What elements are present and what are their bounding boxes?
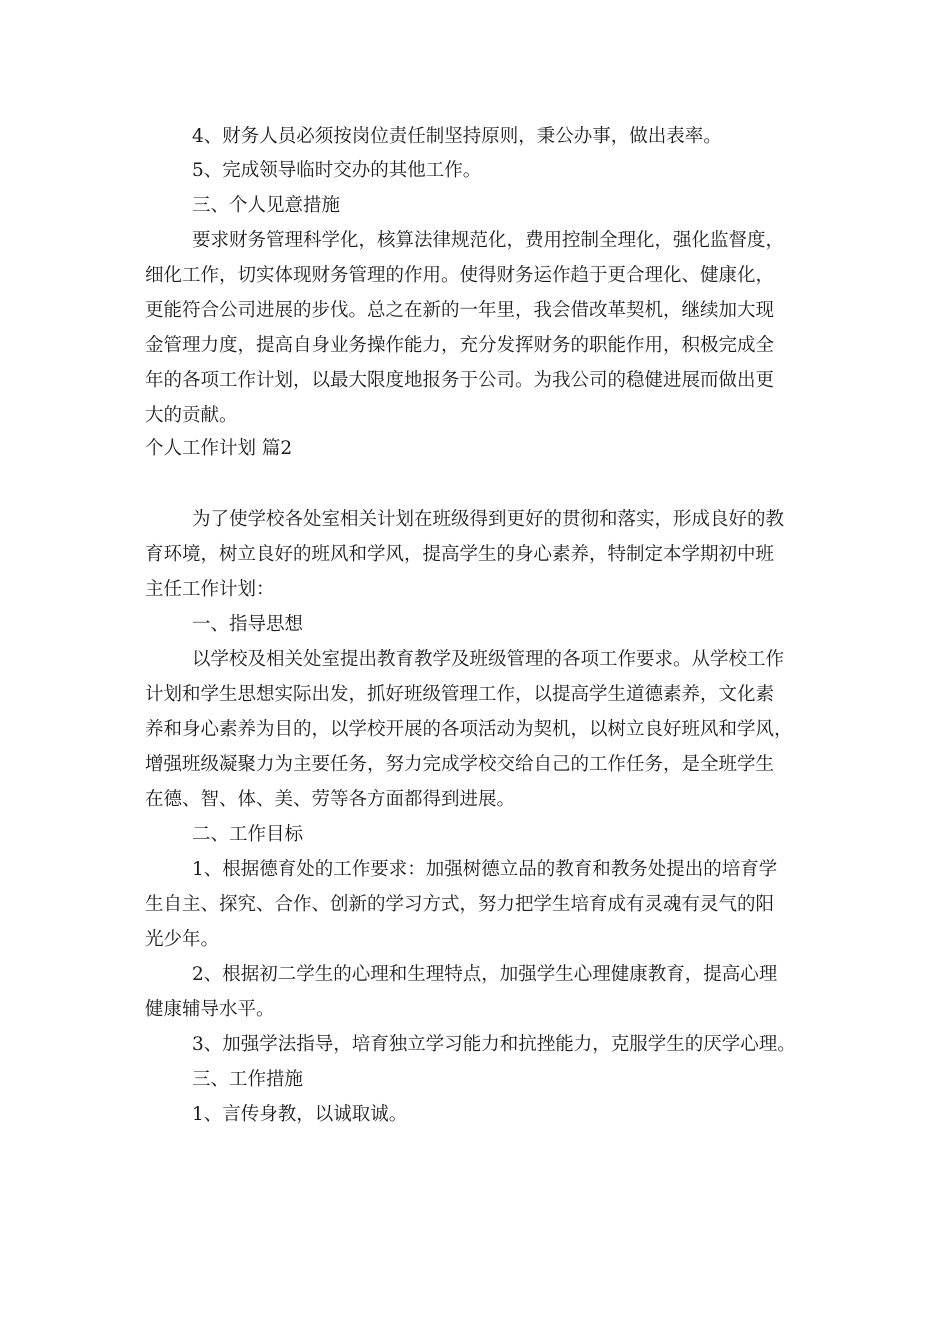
document-title: 个人工作计划 篇2 xyxy=(145,438,293,459)
paragraph-line: 主任工作计划： xyxy=(145,579,275,600)
list-item: 1、言传身教，以诚取诚。 xyxy=(192,1104,408,1125)
paragraph-line: 增强班级凝聚力为主要任务，努力完成学校交给自己的工作任务，是全班学生 xyxy=(145,754,775,775)
paragraph-line: 1、根据德育处的工作要求：加强树德立品的教育和教务处提出的培育学 xyxy=(192,859,778,880)
paragraph-line: 生自主、探究、合作、创新的学习方式，努力把学生培育成有灵魂有灵气的阳 xyxy=(145,894,775,915)
section-heading: 二、工作目标 xyxy=(192,824,304,845)
list-item: 5、完成领导临时交办的其他工作。 xyxy=(192,160,482,181)
section-heading: 三、工作措施 xyxy=(192,1069,304,1090)
section-heading: 一、指导思想 xyxy=(192,614,304,635)
paragraph-line: 以学校及相关处室提出教育教学及班级管理的各项工作要求。从学校工作 xyxy=(192,649,785,670)
section-heading: 三、个人见意措施 xyxy=(192,195,341,216)
paragraph-line: 2、根据初二学生的心理和生理特点，加强学生心理健康教育，提高心理 xyxy=(192,964,778,985)
paragraph-line: 为了使学校各处室相关计划在班级得到更好的贯彻和落实，形成良好的教 xyxy=(192,509,785,530)
paragraph-line: 育环境，树立良好的班风和学风，提高学生的身心素养，特制定本学期初中班 xyxy=(145,544,775,565)
paragraph-line: 养和身心素养为目的，以学校开展的各项活动为契机，以树立良好班风和学风， xyxy=(145,719,793,740)
paragraph-line: 计划和学生思想实际出发，抓好班级管理工作，以提高学生道德素养，文化素 xyxy=(145,684,775,705)
paragraph-line: 细化工作，切实体现财务管理的作用。使得财务运作趋于更合理化、健康化， xyxy=(145,265,775,286)
list-item: 4、财务人员必须按岗位责任制坚持原则，秉公办事，做出表率。 xyxy=(192,126,722,147)
paragraph-line: 要求财务管理科学化，核算法律规范化，费用控制全理化，强化监督度， xyxy=(192,230,785,251)
paragraph-line: 金管理力度，提高自身业务操作能力，充分发挥财务的职能作用，积极完成全 xyxy=(145,335,775,356)
paragraph-line: 健康辅导水平。 xyxy=(145,999,275,1020)
paragraph-line: 年的各项工作计划，以最大限度地报务于公司。为我公司的稳健进展而做出更 xyxy=(145,370,775,391)
paragraph-line: 光少年。 xyxy=(145,929,220,950)
paragraph-line: 更能符合公司进展的步伐。总之在新的一年里，我会借改革契机，继续加大现 xyxy=(145,300,775,321)
paragraph-line: 大的贡献。 xyxy=(145,405,238,426)
paragraph-line: 在德、智、体、美、劳等各方面都得到进展。 xyxy=(145,789,516,810)
list-item: 3、加强学法指导，培育独立学习能力和抗挫能力，克服学生的厌学心理。 xyxy=(192,1034,796,1055)
